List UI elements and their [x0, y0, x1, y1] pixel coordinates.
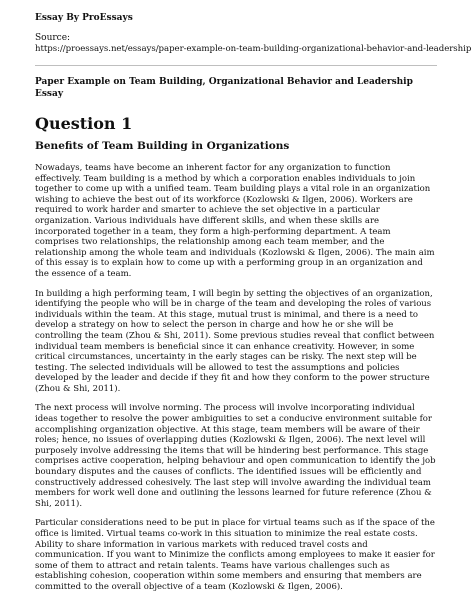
paragraph: Particular considerations need to be put in place for virtual teams such as if the space of the office is limited. Virtual teams co-work in this situation to minimize the real estate costs. Ability to share information in various markets with reduced travel costs and communication. If you want to Minimize the conflicts among employees to make it easier for some of them to attract and retain talents. Teams have various challenges such as establishing cohesion, cooperation within some members and ensuring that members are committed to the overall objective of a team (Kozlowski & Ilgen, 2006). — [35, 518, 435, 592]
section-heading: Question 1 — [35, 114, 133, 133]
source-label: Source: — [35, 33, 71, 43]
document-title: Paper Example on Team Building, Organizational Behavior and Leadership Essay — [35, 77, 413, 99]
brand-title: Essay By ProEssays — [35, 13, 133, 23]
source-url[interactable]: https://proessays.net/essays/paper-example-on-team-building-organizational-behavior-and-leadership — [35, 44, 472, 54]
paragraph: Nowadays, teams have become an inherent factor for any organization to function effectively. Team building is a method by which a corporation enables individuals to join together to come up with a unified team. Team building plays a vital role in an organization wishing to achieve the best out of its workforce (Kozlowski & Ilgen, 2006). Workers are required to work harder and smarter to achieve the set objective in a particular organization. Various individuals have different skills, and when these skills are incorporated together in a team, they form a high-performing department. A team comprises two relationships, the relationship among each team member, and the relationship among the whole team and individuals (Kozlowski & Ilgen, 2006). The main aim of this essay is to explain how to come up with a performing group in an organization and the essence of a team. — [35, 163, 435, 279]
header-divider — [35, 65, 437, 66]
section-subheading: Benefits of Team Building in Organizations — [35, 140, 290, 152]
paragraph: The next process will involve norming. The process will involve incorporating individual ideas together to resolve the power ambiguities to set a conducive environment suitable for accomplishing organization objective. At this stage, team members will be aware of their roles; hence, no issues of overlapping duties (Kozlowski & Ilgen, 2006). The next level will purposely involve addressing the items that will be hindering best performance. This stage comprises active cooperation, helping behaviour and open communication to identify the job boundary disputes and the causes of conflicts. The identified issues will be efficiently and constructively addressed cohesively. The last step will involve awarding the individual team members for work well done and outlining the lessons learned for future reference (Zhou & Shi, 2011). — [35, 403, 436, 509]
paragraph: In building a high performing team, I will begin by setting the objectives of an organization, identifying the people who will be in charge of the team and developing the roles of various individuals within the team. At this stage, mutual trust is minimal, and there is a need to develop a strategy on how to select the person in charge and how he or she will be controlling the team (Zhou & Shi, 2011). Some previous studies reveal that conflict between individual team members is beneficial since it can enhance creativity. However, in some critical circumstances, uncertainty in the early stages can be risky. The next step will be testing. The selected individuals will be allowed to test the assumptions and policies developed by the leader and decide if they fit and how they conform to the power structure (Zhou & Shi, 2011). — [35, 288, 435, 394]
